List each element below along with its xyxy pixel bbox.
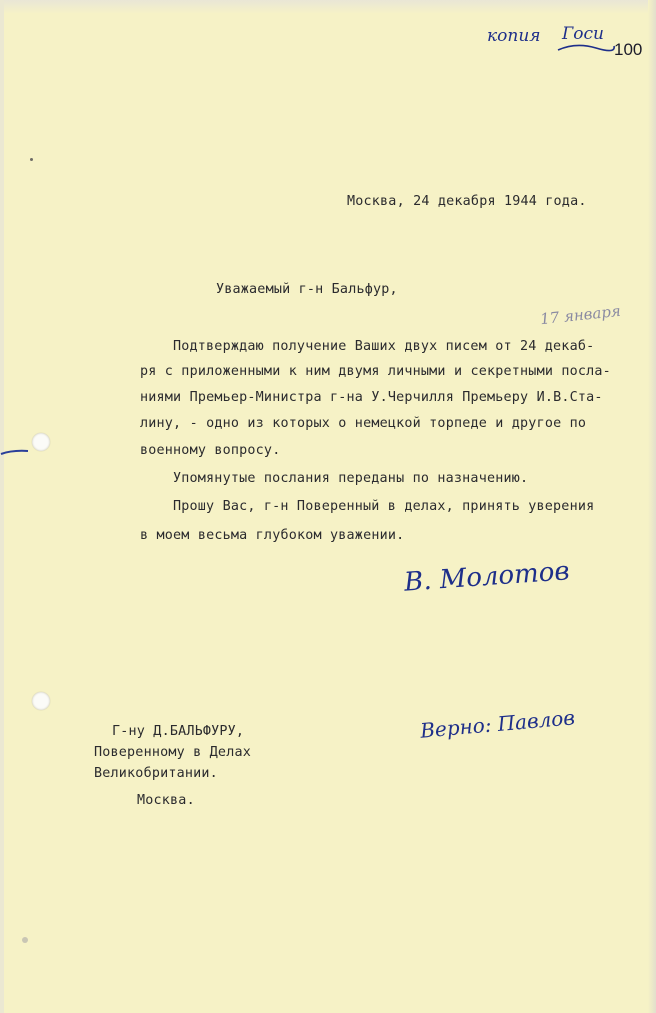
body-line: Прошу Вас, г-н Поверенный в делах, принять уверения <box>173 499 595 514</box>
body-line: Упомянутые послания переданы по назначению. <box>173 471 529 486</box>
addressee-line: Москва. <box>137 793 195 808</box>
pencil-date-note: 17 января <box>539 301 622 329</box>
margin-dot-lower <box>22 937 28 943</box>
body-line: Подтверждаю получение Ваших двух писем от 24 декаб- <box>173 339 595 354</box>
body-line: в моем весьма глубоком уважении. <box>140 528 405 543</box>
addressee-line: Поверенному в Делах <box>94 745 251 760</box>
paper-edge-left <box>0 0 4 1013</box>
certification-note: Верно: Павлов <box>419 705 576 743</box>
body-line: ря с приложенными к ним двумя личными и секретными посла- <box>140 364 611 379</box>
body-line: военному вопросу. <box>140 443 281 458</box>
letter-date: Москва, 24 декабря 1944 года. <box>347 194 587 209</box>
punch-hole-lower <box>32 692 50 710</box>
addressee-line: Г-ну Д.БАЛЬФУРУ, <box>112 724 245 739</box>
paper-edge-top <box>0 0 656 14</box>
page-number: 100 <box>614 40 643 59</box>
scribble-underline <box>556 40 616 54</box>
copy-annotation: копия <box>487 26 541 46</box>
margin-dot <box>30 158 33 161</box>
addressee-line: Великобритании. <box>94 766 218 781</box>
letter-salutation: Уважаемый г-н Бальфур, <box>216 282 398 297</box>
stamp-scribble: Госи <box>562 24 604 44</box>
signature: В. Молотов <box>403 556 571 598</box>
body-line: ниями Премьер-Министра г-на У.Черчилля Премьеру И.В.Ста- <box>140 390 603 405</box>
ink-stroke-mark <box>0 448 30 456</box>
body-line: лину, - одно из которых о немецкой торпеде и другое по <box>140 416 587 431</box>
paper-edge-right <box>648 0 656 1013</box>
punch-hole-upper <box>32 433 50 451</box>
